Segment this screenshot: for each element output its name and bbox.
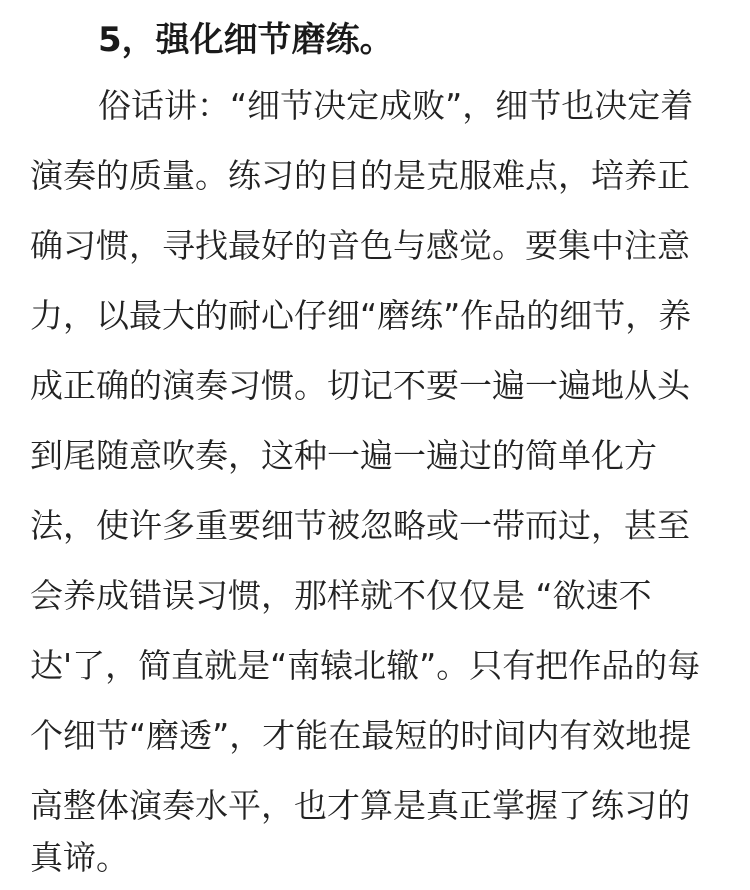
paragraph-line: 高整体演奏水平，也才算是真正掌握了练习的 — [30, 786, 690, 825]
section-heading: 5，强化细节磨练。 — [98, 20, 394, 60]
paragraph-line: 成正确的演奏习惯。切记不要一遍一遍地从头 — [30, 366, 690, 405]
paragraph-line: 真谛。 — [30, 838, 129, 877]
paragraph-line: 力，以最大的耐心仔细“磨练”作品的细节，养 — [30, 296, 692, 335]
paragraph-line: 达'了，简直就是“南辕北辙”。只有把作品的每 — [30, 646, 701, 685]
paragraph-line: 到尾随意吹奏，这种一遍一遍过的简单化方 — [30, 436, 657, 475]
paragraph-line: 演奏的质量。练习的目的是克服难点，培养正 — [30, 156, 690, 195]
paragraph-line: 个细节“磨透”，才能在最短的时间内有效地提 — [30, 716, 692, 755]
paragraph-line: 法，使许多重要细节被忽略或一带而过，甚至 — [30, 506, 690, 545]
paragraph-line: 会养成错误习惯，那样就不仅仅是 “欲速不 — [30, 576, 652, 615]
paragraph-line: 确习惯，寻找最好的音色与感觉。要集中注意 — [30, 226, 690, 265]
paragraph-line: 俗话讲：“细节决定成败”，细节也决定着 — [98, 86, 694, 125]
